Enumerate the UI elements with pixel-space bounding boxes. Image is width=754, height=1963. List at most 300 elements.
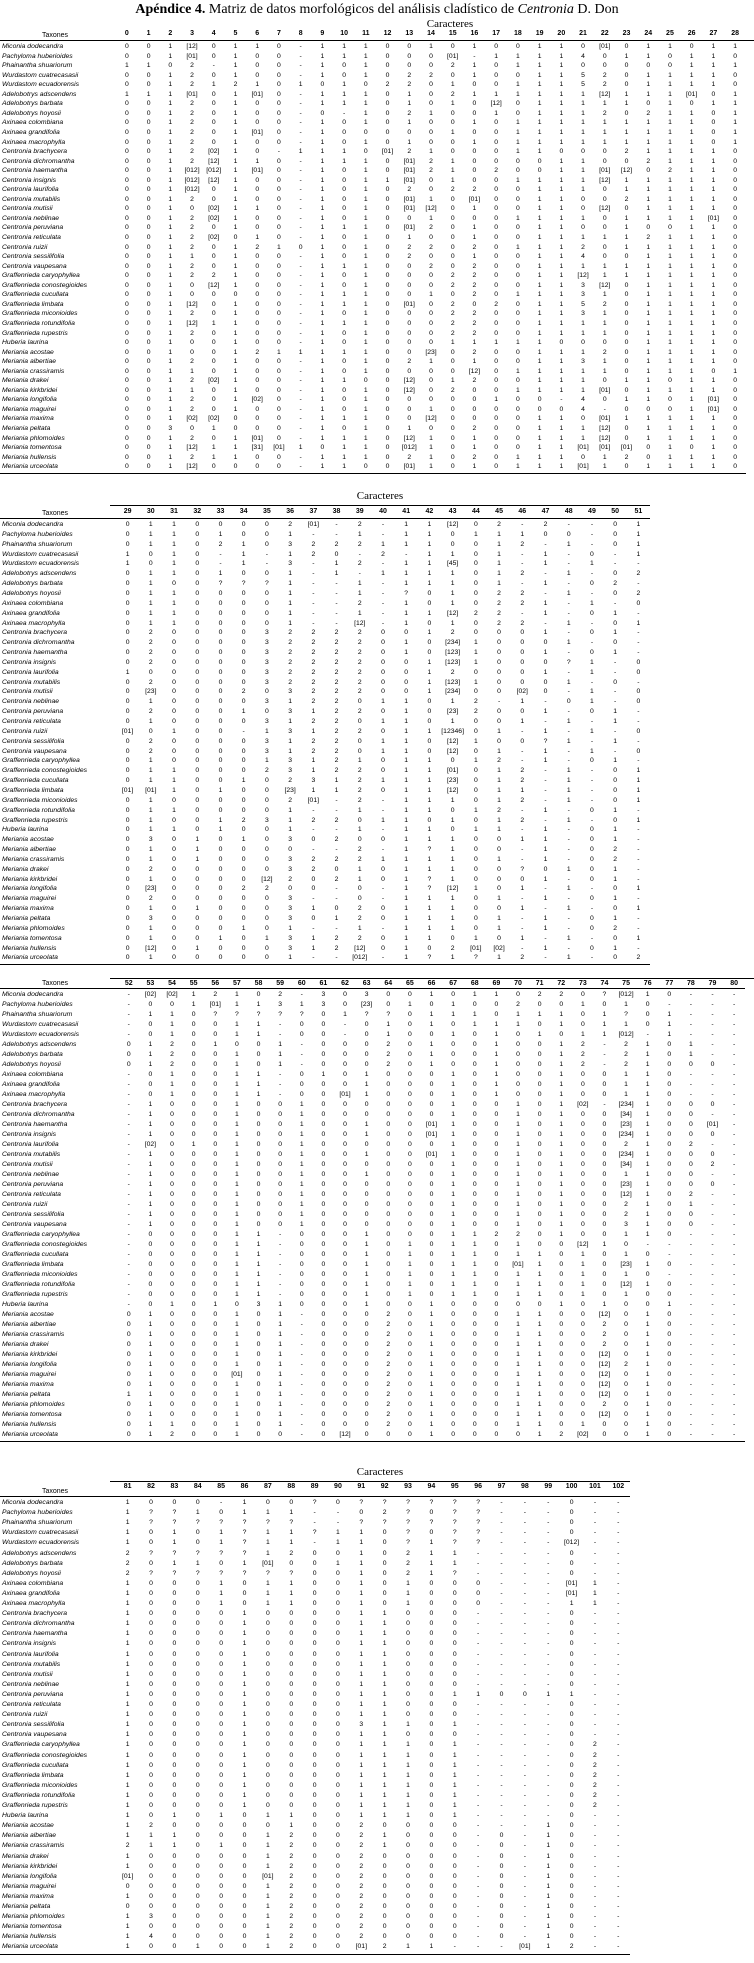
matrix-cell: 1 [645, 1111, 650, 1118]
matrix-cell: 1 [452, 1751, 457, 1759]
matrix-cell: 1 [711, 339, 716, 347]
matrix-cell: 0 [357, 895, 362, 903]
matrix-cell: - [544, 777, 547, 785]
matrix-cell: 0 [407, 1371, 412, 1378]
matrix-cell: 3 [288, 540, 292, 548]
matrix-cell: 0 [170, 1221, 174, 1228]
matrix-cell: 0 [516, 262, 520, 270]
matrix-cell: - [547, 1812, 550, 1820]
matrix-cell: 0 [195, 1600, 200, 1607]
matrix-cell: 1 [602, 128, 607, 136]
matrix-cell: 0 [520, 649, 525, 657]
matrix-cell: - [733, 1311, 736, 1318]
matrix-cell: 1 [320, 128, 325, 136]
matrix-cell: 0 [590, 915, 594, 922]
matrix-cell: ? [382, 1519, 387, 1527]
matrix-cell: 0 [170, 1231, 174, 1238]
matrix-cell: - [689, 1011, 693, 1018]
matrix-cell: 0 [298, 243, 303, 251]
matrix-cell: 0 [516, 319, 520, 327]
matrix-cell: 0 [218, 757, 223, 765]
matrix-cell: 0 [381, 905, 385, 913]
matrix-cell: 1 [613, 737, 618, 745]
matrix-cell: 0 [195, 1529, 200, 1537]
matrix-cell: 2 [149, 1822, 153, 1830]
matrix-cell: 0 [256, 1211, 261, 1218]
matrix-cell: 1 [543, 895, 548, 903]
matrix-cell: 0 [569, 1630, 574, 1638]
matrix-cell: 1 [382, 1741, 387, 1749]
matrix-cell: 2 [581, 243, 585, 251]
matrix-cell: 0 [494, 176, 499, 184]
column-number: 93 [404, 1483, 412, 1490]
matrix-cell: [012] [352, 954, 368, 962]
matrix-cell: 0 [149, 1670, 153, 1678]
matrix-cell: 1 [537, 43, 542, 50]
matrix-cell: 0 [363, 128, 368, 136]
matrix-cell: 2 [386, 1351, 391, 1358]
matrix-cell: [12] [261, 875, 273, 883]
matrix-cell: 1 [125, 1620, 130, 1628]
matrix-cell: 1 [311, 905, 316, 913]
matrix-cell: 1 [148, 934, 153, 942]
matrix-cell: 1 [645, 1331, 650, 1338]
matrix-cell: - [637, 944, 640, 952]
matrix-cell: 0 [125, 855, 130, 863]
matrix-cell: 3 [265, 649, 269, 657]
matrix-cell: 1 [404, 905, 409, 913]
matrix-cell: 0 [494, 1011, 499, 1018]
matrix-cell: ? [452, 1529, 457, 1537]
matrix-cell: - [733, 1011, 736, 1018]
matrix-cell: 0 [385, 434, 390, 442]
matrix-cell: - [733, 1391, 736, 1398]
matrix-cell: 0 [427, 589, 432, 597]
matrix-cell: 0 [494, 119, 499, 127]
matrix-cell: 1 [256, 1081, 261, 1088]
matrix-block-3 [0, 978, 754, 1456]
matrix-cell: 0 [312, 1569, 317, 1577]
matrix-cell: 0 [407, 339, 412, 347]
matrix-cell: 0 [146, 348, 151, 356]
taxon-name: Wurdastom cuatrecasasii [2, 550, 79, 558]
taxon-name: Centronia brachycera [2, 1610, 67, 1618]
table-row [0, 530, 754, 540]
matrix-cell: - [300, 1401, 303, 1408]
matrix-cell: 0 [256, 1061, 261, 1068]
matrix-cell: [12] [403, 377, 415, 385]
matrix-cell: 0 [602, 1421, 607, 1428]
matrix-cell: - [711, 1391, 714, 1398]
matrix-cell: 0 [277, 453, 281, 461]
matrix-cell: [01] [447, 52, 459, 60]
matrix-cell: 1 [516, 119, 520, 127]
matrix-cell: 1 [241, 560, 246, 568]
matrix-cell: 1 [559, 291, 564, 299]
matrix-cell: 0 [172, 708, 176, 716]
matrix-cell: - [547, 1539, 550, 1547]
matrix-cell: 0 [195, 1822, 200, 1830]
matrix-cell: 0 [494, 224, 499, 232]
matrix-cell: 0 [590, 836, 594, 844]
matrix-cell: 1 [516, 1351, 520, 1358]
taxones-header: Taxones [41, 510, 69, 517]
matrix-cell: 1 [427, 629, 432, 637]
matrix-cell: - [593, 1509, 597, 1517]
matrix-cell: 0 [149, 1529, 153, 1537]
matrix-cell: [45] [446, 560, 459, 568]
matrix-cell: 1 [320, 329, 325, 337]
matrix-cell: 0 [429, 1822, 434, 1830]
matrix-cell: 1 [497, 954, 501, 962]
matrix-cell: 1 [451, 1181, 455, 1188]
matrix-cell: 1 [381, 816, 385, 824]
matrix-cell: 1 [190, 386, 194, 394]
matrix-cell: 1 [242, 1791, 247, 1799]
matrix-cell: 0 [124, 358, 129, 366]
table-row [0, 1841, 754, 1851]
matrix-cell: 0 [218, 649, 223, 657]
table-row [0, 579, 754, 589]
matrix-cell: 0 [636, 727, 641, 735]
matrix-cell: [01] [707, 396, 720, 404]
matrix-cell: - [637, 757, 640, 765]
matrix-cell: 0 [265, 1771, 270, 1779]
matrix-cell: 0 [450, 138, 455, 146]
matrix-cell: 1 [537, 1391, 542, 1398]
matrix-cell: 1 [668, 81, 672, 89]
matrix-cell: - [593, 1721, 597, 1729]
matrix-cell: 1 [602, 1241, 607, 1248]
matrix-cell: - [614, 668, 617, 676]
matrix-cell: 1 [382, 1701, 387, 1708]
matrix-cell: 0 [472, 1061, 477, 1068]
matrix-cell: - [614, 599, 617, 607]
matrix-cell: - [477, 1741, 480, 1749]
matrix-cell: 2 [624, 1211, 628, 1218]
matrix-cell: 1 [472, 1231, 477, 1238]
taxon-name: Centronia mutabilis [2, 195, 61, 203]
matrix-cell: 1 [363, 253, 368, 261]
matrix-cell: 0 [689, 1221, 693, 1228]
matrix-cell: - [547, 1751, 550, 1759]
matrix-cell: 2 [386, 1391, 391, 1398]
table-row [0, 1390, 754, 1400]
matrix-cell: ? [566, 658, 571, 666]
matrix-cell: 0 [149, 1852, 153, 1860]
matrix-cell: 0 [406, 1640, 410, 1648]
matrix-cell: 0 [265, 836, 269, 844]
matrix-cell: 3 [288, 836, 292, 844]
matrix-cell: 0 [172, 954, 176, 962]
matrix-cell: 1 [233, 272, 238, 280]
matrix-cell: [12] [186, 300, 198, 308]
matrix-cell: 0 [195, 1620, 200, 1628]
matrix-cell: - [547, 1650, 550, 1658]
matrix-cell: - [637, 924, 640, 932]
matrix-cell: 1 [452, 1559, 457, 1567]
column-number: 63 [362, 980, 371, 987]
matrix-cell: - [477, 1751, 480, 1759]
matrix-cell: 1 [451, 1161, 455, 1168]
matrix-cell: 0 [450, 262, 455, 270]
matrix-cell: 0 [218, 619, 223, 627]
matrix-cell: 2 [472, 262, 477, 270]
matrix-cell: 1 [472, 1271, 477, 1278]
matrix-cell: 0 [125, 885, 130, 893]
matrix-cell: ? [406, 1529, 410, 1537]
matrix-cell: 0 [472, 1391, 477, 1398]
taxon-name: Meriania hullensis [2, 453, 57, 461]
matrix-cell: 0 [406, 1842, 410, 1850]
matrix-cell: 0 [191, 1281, 196, 1288]
matrix-cell: 1 [429, 43, 433, 50]
matrix-cell: 1 [543, 836, 548, 844]
matrix-cell: 1 [516, 1221, 520, 1228]
matrix-cell: 0 [646, 453, 651, 461]
matrix-cell: 1 [363, 62, 368, 70]
matrix-cell: 1 [278, 1401, 283, 1408]
matrix-cell: - [299, 425, 302, 432]
matrix-cell: 0 [624, 1341, 628, 1348]
matrix-cell: 0 [241, 846, 246, 854]
matrix-cell: 1 [624, 1081, 628, 1088]
matrix-cell: ? [265, 1519, 270, 1527]
matrix-cell: 0 [580, 1171, 585, 1178]
matrix-cell: 0 [569, 1509, 574, 1517]
matrix-cell: 1 [645, 1191, 650, 1198]
matrix-cell: 0 [537, 1161, 542, 1168]
column-number: 81 [123, 1483, 132, 1490]
matrix-cell: 0 [125, 905, 130, 913]
matrix-cell: [01] [707, 405, 720, 413]
matrix-cell: 0 [213, 1401, 218, 1408]
matrix-cell: 1 [689, 453, 694, 461]
matrix-cell: 0 [427, 816, 432, 824]
matrix-cell: 2 [190, 243, 194, 251]
matrix-cell: 1 [168, 224, 173, 232]
matrix-cell: 2 [386, 1361, 391, 1368]
matrix-cell: - [617, 1751, 620, 1759]
matrix-cell: 0 [255, 405, 260, 413]
matrix-cell: 0 [429, 1610, 434, 1618]
matrix-cell: 1 [233, 339, 238, 347]
taxon-name: Adelobotrys hoyosii [2, 589, 61, 597]
taxon-name: Graffenrieda cucullata [2, 1761, 69, 1769]
matrix-cell: 0 [172, 1872, 177, 1880]
matrix-cell: - [590, 589, 594, 597]
matrix-cell: - [521, 944, 524, 952]
matrix-cell: 0 [381, 639, 385, 647]
matrix-cell: - [567, 521, 570, 528]
matrix-cell: - [477, 1852, 480, 1860]
column-number: 17 [492, 30, 501, 37]
matrix-cell: 2 [580, 1051, 585, 1058]
matrix-cell: 0 [733, 234, 738, 241]
matrix-cell: 1 [711, 281, 716, 289]
matrix-cell: 1 [451, 1031, 455, 1038]
matrix-cell: 2 [516, 1001, 520, 1008]
matrix-cell: 1 [450, 865, 455, 873]
matrix-cell: 1 [299, 1161, 304, 1168]
matrix-cell: 0 [382, 1529, 387, 1537]
matrix-block-1 [0, 18, 754, 480]
matrix-cell: 1 [382, 1680, 387, 1688]
matrix-cell: - [381, 580, 385, 588]
matrix-cell: 0 [343, 1221, 347, 1228]
matrix-cell: - [299, 405, 302, 413]
matrix-cell: 0 [386, 1071, 391, 1078]
matrix-cell: 0 [213, 1291, 218, 1298]
matrix-cell: [01] [577, 444, 589, 452]
matrix-cell: 0 [191, 1421, 196, 1428]
matrix-cell: 1 [219, 1589, 224, 1597]
matrix-cell: 1 [537, 90, 542, 98]
matrix-cell: 0 [494, 1361, 499, 1368]
matrix-cell: 1 [450, 905, 455, 913]
matrix-cell: 0 [494, 463, 499, 471]
matrix-cell: 0 [689, 1121, 693, 1128]
matrix-cell: 1 [255, 81, 260, 89]
matrix-cell: 0 [241, 895, 246, 903]
matrix-cell: 3 [265, 668, 269, 676]
matrix-cell: 0 [733, 281, 738, 289]
matrix-cell: 0 [472, 1181, 477, 1188]
matrix-cell: 0 [278, 1141, 283, 1148]
matrix-cell: 1 [256, 1031, 261, 1038]
matrix-cell: 1 [289, 1589, 294, 1597]
matrix-cell: 0 [321, 1321, 326, 1328]
matrix-cell: 1 [320, 262, 325, 270]
matrix-cell: 1 [170, 1081, 174, 1088]
matrix-cell: ? [195, 1519, 200, 1527]
matrix-cell: 1 [689, 425, 694, 432]
taxon-name: Centronia vaupesana [2, 1731, 67, 1739]
table-row [0, 1370, 754, 1380]
matrix-cell: 0 [711, 119, 716, 127]
matrix-cell: 3 [311, 777, 316, 785]
matrix-cell: 2 [407, 243, 412, 251]
matrix-cell: 0 [312, 1892, 317, 1900]
matrix-cell: - [300, 1051, 303, 1058]
matrix-cell: 1 [407, 234, 412, 241]
matrix-cell: 1 [559, 186, 564, 194]
matrix-cell: 0 [241, 767, 246, 775]
matrix-cell: [01] [209, 1001, 221, 1008]
taxon-name: Meriania drakei [2, 865, 49, 873]
matrix-cell: 0 [265, 915, 269, 922]
matrix-cell: 0 [733, 81, 738, 89]
matrix-cell: 0 [146, 81, 151, 89]
matrix-cell: 1 [406, 1589, 410, 1597]
matrix-cell: 0 [126, 1311, 131, 1318]
matrix-cell: 1 [689, 300, 694, 308]
matrix-cell: [12] [446, 521, 459, 528]
matrix-cell: 0 [537, 1231, 542, 1238]
matrix-cell: [12] [446, 609, 459, 617]
taxon-name: Huberia laurina [2, 1301, 49, 1308]
matrix-cell: 0 [312, 1832, 317, 1840]
matrix-cell: 1 [711, 62, 716, 70]
matrix-cell: 1 [624, 1001, 628, 1008]
matrix-cell: - [523, 1569, 526, 1577]
table-row [0, 1170, 754, 1180]
matrix-cell: 0 [172, 1741, 177, 1749]
matrix-cell: 0 [385, 281, 390, 289]
matrix-cell: 1 [646, 358, 651, 366]
matrix-cell: 1 [170, 1301, 174, 1308]
taxon-name: Graffenrieda limbata [2, 786, 64, 794]
matrix-cell: 0 [299, 1021, 304, 1028]
matrix-cell: 0 [364, 1321, 369, 1328]
matrix-cell: - [590, 934, 594, 942]
taxon-name: Meriania peltata [2, 425, 51, 432]
matrix-cell: - [500, 1660, 503, 1668]
matrix-cell: 1 [645, 1321, 650, 1328]
matrix-cell: 0 [472, 1041, 477, 1048]
matrix-cell: 1 [559, 348, 564, 356]
matrix-cell: 0 [336, 1761, 340, 1769]
matrix-cell: 0 [494, 1431, 499, 1438]
matrix-cell: - [646, 1031, 649, 1038]
matrix-cell: 1 [359, 1610, 364, 1618]
matrix-cell: 1 [404, 767, 409, 775]
matrix-cell: 2 [357, 796, 362, 804]
matrix-cell: 1 [580, 1281, 585, 1288]
matrix-cell: - [711, 1251, 714, 1258]
matrix-cell: 1 [516, 1181, 520, 1188]
matrix-cell: 1 [711, 348, 716, 356]
matrix-cell: 0 [125, 688, 130, 696]
matrix-cell: - [127, 1191, 130, 1198]
matrix-cell: 0 [255, 329, 260, 337]
matrix-cell: - [523, 1670, 526, 1678]
matrix-cell: - [544, 885, 547, 893]
matrix-cell: 1 [543, 757, 548, 765]
matrix-cell: 3 [288, 944, 292, 952]
table-row [0, 1050, 754, 1060]
matrix-cell: 1 [668, 319, 672, 327]
matrix-cell: 0 [624, 157, 629, 165]
table-row [0, 589, 754, 599]
matrix-cell: 0 [312, 1589, 317, 1597]
matrix-cell: 1 [172, 1529, 177, 1537]
matrix-cell: 1 [148, 1111, 153, 1118]
matrix-cell: [02] [208, 415, 220, 423]
matrix-cell: 0 [613, 619, 618, 627]
taxon-name: Centronia brachycera [2, 629, 67, 637]
matrix-cell: - [547, 1701, 550, 1708]
matrix-cell: 0 [146, 310, 151, 318]
matrix-cell: 1 [494, 52, 499, 60]
matrix-cell: 0 [537, 1171, 542, 1178]
matrix-cell: 1 [172, 521, 176, 528]
matrix-cell: 1 [452, 1741, 457, 1749]
taxon-name: Adelobotrys hoyosii [2, 1061, 61, 1068]
matrix-cell: 2 [450, 329, 455, 337]
matrix-cell: 1 [242, 1670, 247, 1678]
matrix-cell: 1 [278, 1361, 283, 1368]
matrix-cell: 0 [219, 1509, 224, 1517]
matrix-cell: 1 [382, 1842, 387, 1850]
taxon-name: Centronia vaupesana [2, 1221, 67, 1228]
matrix-cell: - [299, 186, 302, 194]
matrix-cell: - [335, 619, 338, 627]
matrix-cell: 1 [451, 1131, 455, 1138]
matrix-cell: 1 [320, 157, 325, 165]
taxon-name: Graffenrieda rupestris [2, 1291, 68, 1298]
matrix-cell: 0 [452, 1589, 457, 1597]
